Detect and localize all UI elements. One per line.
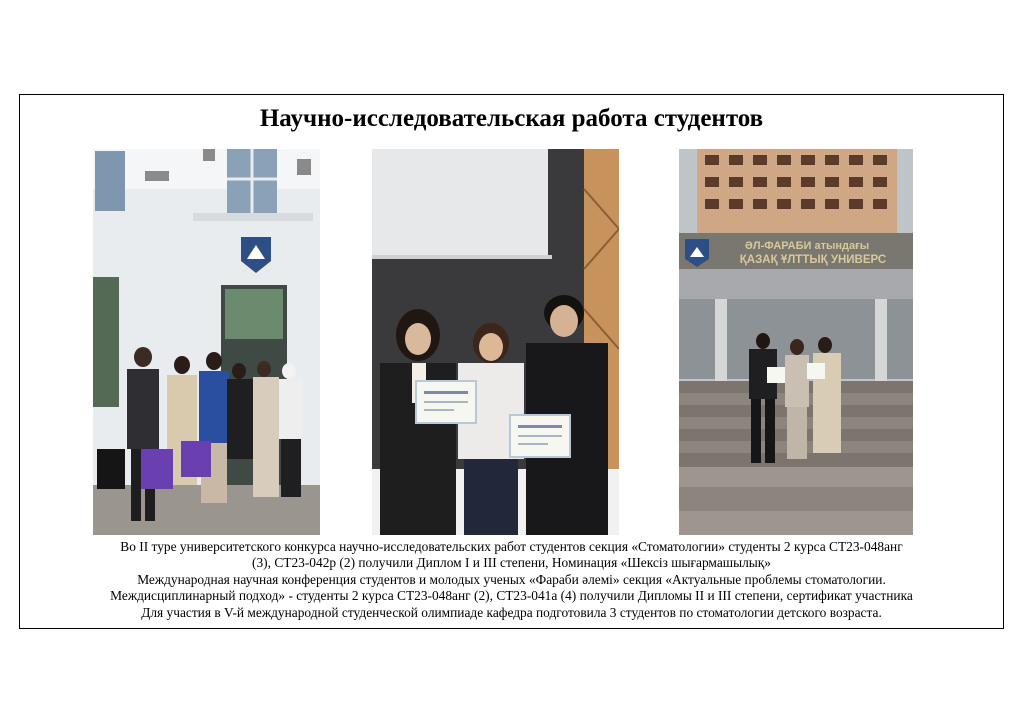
university-sign-line-2: ҚАЗАҚ ҰЛТТЫҚ УНИВЕРС (739, 254, 887, 266)
slide-frame (19, 94, 1004, 629)
photo-caption (20, 539, 1003, 621)
photo-diploma-presentation (372, 149, 619, 535)
photo-2-illustration (372, 149, 619, 535)
photo-1-illustration (93, 149, 320, 535)
page-title: Научно-исследовательская работа студентов (259, 105, 764, 132)
photo-3-illustration (679, 149, 913, 535)
caption-line: (3), СТ23-042р (2) получили Диплом I и III степени, Номинация «Шексіз шығармашылық» (252, 555, 771, 571)
photo-university-steps (679, 149, 913, 535)
caption-line: Во II туре университетского конкурса научно-исследовательских работ студентов секция «Стоматологии» студенты 2 курса СТ23-048анг (120, 539, 903, 554)
caption-line: Международная научная конференция студентов и молодых ученых «Фараби әлемі» секция «Актуальные проблемы стоматологии. (137, 571, 886, 587)
caption-line: Для участия в V-й международной студенческой олимпиаде кафедра подготовила 3 студентов по стоматологии детского возраста. (141, 604, 882, 620)
caption-line: Междисциплинарный подход» - студенты 2 курса СТ23-048анг (2), СТ23-041а (4) получили Дипломы II и III степени, сертификат участника (110, 588, 913, 604)
photo-students-at-building (93, 149, 320, 535)
university-sign-line-1: ӘЛ-ФАРАБИ атындағы (744, 240, 870, 252)
